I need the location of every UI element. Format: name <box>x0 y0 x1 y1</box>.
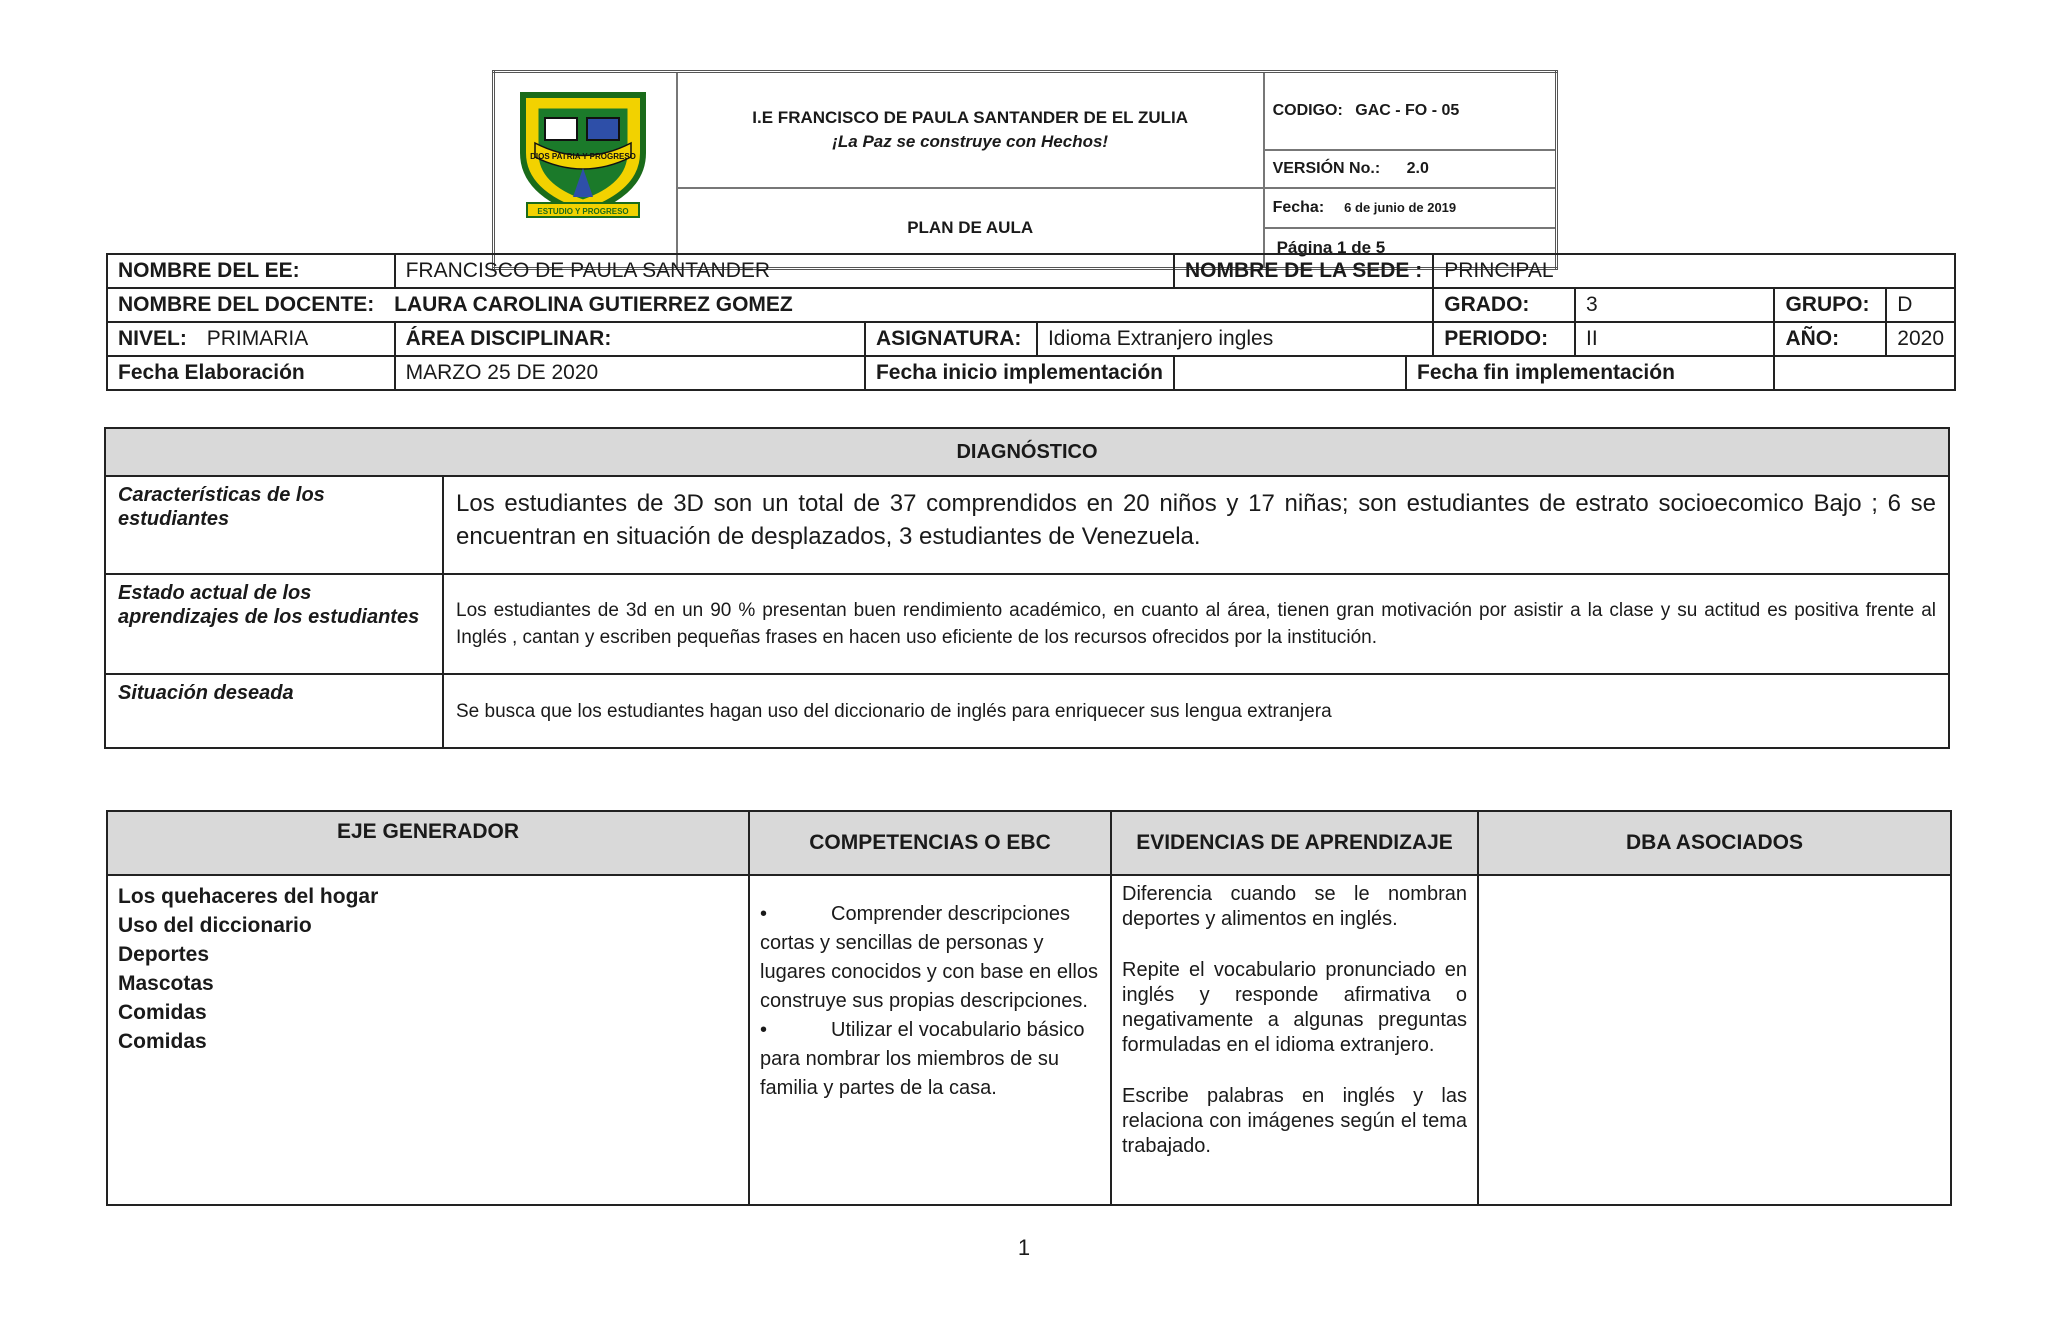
docente-cell <box>107 288 1433 322</box>
grado-label: GRADO: <box>1433 288 1575 322</box>
ee-label: NOMBRE DEL EE: <box>107 254 395 288</box>
area-label: ÁREA DISCIPLINAR: <box>395 322 865 356</box>
diagnostico-table <box>104 427 1950 749</box>
evidencias-header: EVIDENCIAS DE APRENDIZAJE <box>1111 811 1478 875</box>
anio-label: AÑO: <box>1774 322 1886 356</box>
anio-value: 2020 <box>1886 322 1955 356</box>
fecha-value: 6 de junio de 2019 <box>1344 200 1457 215</box>
competencia-item <box>760 900 1100 1016</box>
school-title-cell <box>677 72 1264 188</box>
list-item: Comidas <box>118 1030 207 1053</box>
document-header <box>492 70 1558 270</box>
doc-title: PLAN DE AULA <box>907 217 1034 237</box>
nivel-value: PRIMARIA <box>206 327 309 350</box>
eje-header: EJE GENERADOR <box>107 811 749 875</box>
list-item: Comidas <box>118 1001 207 1024</box>
pagina-text: Página 1 de 5 <box>1276 237 1386 257</box>
school-crest-icon <box>495 73 671 223</box>
estado-label: Estado actual de los aprendizajes de los estudiantes <box>105 574 443 674</box>
evidencias-cell <box>1111 875 1478 1205</box>
competencia-text: Utilizar el vocabulario básico para nombrar los miembros de su familia y partes de la casa. <box>760 1019 1085 1099</box>
competencia-text: Comprender descripciones cortas y sencillas de personas y lugares conocidos y con base en ellos construye sus propias descripciones. <box>760 903 1098 1012</box>
page-number: 1 <box>1017 1235 1031 1260</box>
codigo-cell <box>1264 72 1557 150</box>
fecha-fin-value <box>1774 356 1955 390</box>
dba-header: DBA ASOCIADOS <box>1478 811 1951 875</box>
svg-text:DIOS PATRIA Y PROGRESO: DIOS PATRIA Y PROGRESO <box>530 152 636 161</box>
list-item: Deportes <box>118 943 210 966</box>
evidencia-item: Diferencia cuando se le nombran deportes y alimentos en inglés. <box>1122 883 1467 930</box>
version-cell <box>1264 150 1557 188</box>
grado-value: 3 <box>1575 288 1774 322</box>
docente-value: LAURA CAROLINA GUTIERREZ GOMEZ <box>394 293 793 316</box>
fecha-label: Fecha: <box>1272 198 1325 216</box>
eje-table <box>106 810 1952 1206</box>
version-label: VERSIÓN No.: <box>1272 159 1381 177</box>
caracteristicas-text: Los estudiantes de 3D son un total de 37 comprendidos en 20 niños y 17 niñas; son estudiantes de estrato socioecomico Bajo ; 6 se encuentran en situación de desplazados, 3 estudiantes de Venezuela. <box>443 476 1949 574</box>
codigo-label: CODIGO: <box>1272 101 1343 119</box>
fecha-inicio-label: Fecha inicio implementación <box>865 356 1174 390</box>
situacion-text: Se busca que los estudiantes hagan uso del diccionario de inglés para enriquecer sus lengua extranjera <box>443 674 1949 748</box>
fecha-row <box>1265 189 1555 229</box>
svg-text:ESTUDIO Y PROGRESO: ESTUDIO Y PROGRESO <box>537 207 629 216</box>
sede-label: NOMBRE DE LA SEDE : <box>1174 254 1433 288</box>
evidencia-item: Repite el vocabulario pronunciado en inglés y responde afirmativa o negativamente a algunas preguntas formuladas en el idioma extranjero. <box>1122 959 1467 1056</box>
competencias-header: COMPETENCIAS O EBC <box>749 811 1111 875</box>
bullet-icon: • <box>760 903 768 925</box>
eje-list <box>107 875 749 1205</box>
school-motto: ¡La Paz se construye con Hechos! <box>832 131 1109 151</box>
grupo-value: D <box>1886 288 1955 322</box>
version-value: 2.0 <box>1406 159 1429 177</box>
periodo-label: PERIODO: <box>1433 322 1575 356</box>
situacion-label: Situación deseada <box>105 674 443 748</box>
fecha-inicio-value <box>1174 356 1406 390</box>
caracteristicas-label: Características de los estudiantes <box>105 476 443 574</box>
list-item: Uso del diccionario <box>118 914 312 937</box>
ee-value: FRANCISCO DE PAULA SANTANDER <box>395 254 1174 288</box>
list-item: Mascotas <box>118 972 214 995</box>
school-logo <box>494 72 677 269</box>
diagnostico-title: DIAGNÓSTICO <box>105 428 1949 476</box>
grupo-label: GRUPO: <box>1774 288 1886 322</box>
docente-label: NOMBRE DEL DOCENTE: <box>118 293 375 316</box>
periodo-value: II <box>1575 322 1774 356</box>
fecha-elab-value: MARZO 25 DE 2020 <box>395 356 865 390</box>
school-name: I.E FRANCISCO DE PAULA SANTANDER DE EL ZULIA <box>752 107 1189 127</box>
competencia-item <box>760 1016 1100 1103</box>
nivel-label: NIVEL: <box>118 327 187 350</box>
codigo-value: GAC - FO - 05 <box>1355 101 1460 119</box>
bullet-icon: • <box>760 1019 768 1041</box>
competencias-cell <box>749 875 1111 1205</box>
fecha-elab-label: Fecha Elaboración <box>107 356 395 390</box>
estado-text: Los estudiantes de 3d en un 90 % presentan buen rendimiento académico, en cuanto al área, tienen gran motivación por asistir a la clase y su actitud es positiva frente al Inglés , cantan y escriben pequeñas frases en hacen uso eficiente de los recursos ofrecidos por la institución. <box>443 574 1949 674</box>
dba-cell <box>1478 875 1951 1205</box>
asignatura-label: ASIGNATURA: <box>865 322 1037 356</box>
evidencia-item: Escribe palabras en inglés y las relaciona con imágenes según el tema trabajado. <box>1122 1085 1467 1157</box>
fecha-fin-label: Fecha fin implementación <box>1406 356 1774 390</box>
sede-value: PRINCIPAL <box>1433 254 1955 288</box>
list-item: Los quehaceres del hogar <box>118 885 379 908</box>
asignatura-value: Idioma Extranjero ingles <box>1037 322 1433 356</box>
info-table <box>106 253 1956 391</box>
nivel-cell <box>107 322 395 356</box>
